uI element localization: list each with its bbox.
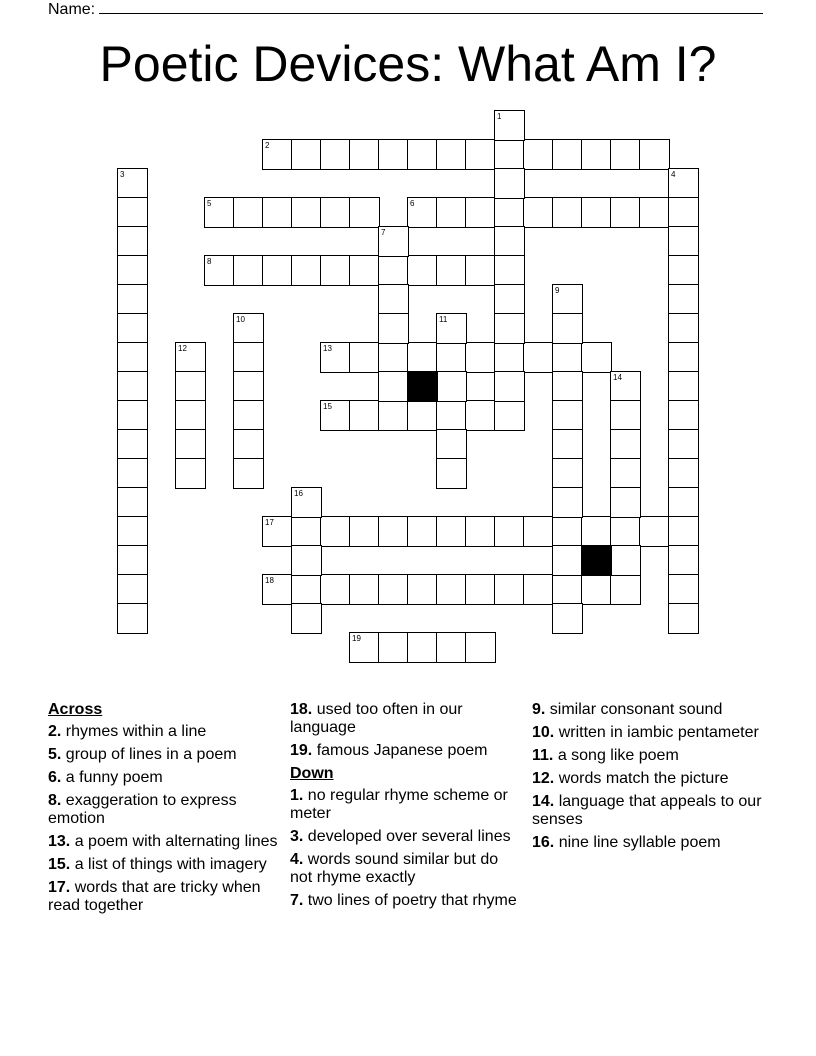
grid-cell[interactable] xyxy=(581,516,612,547)
grid-cell[interactable] xyxy=(610,574,641,605)
grid-cell[interactable] xyxy=(262,516,293,547)
grid-cell[interactable] xyxy=(117,255,148,286)
clue-number: 13 xyxy=(323,344,332,353)
clue-number: 2 xyxy=(265,141,270,150)
grid-cell[interactable] xyxy=(436,516,467,547)
grid-cell[interactable] xyxy=(523,139,554,170)
grid-cell[interactable] xyxy=(175,342,206,373)
grid-cell[interactable] xyxy=(378,255,409,286)
clue-across-5: 5. group of lines in a poem xyxy=(48,746,237,763)
grid-cell[interactable] xyxy=(465,574,496,605)
grid-cell[interactable] xyxy=(668,516,699,547)
grid-cell[interactable] xyxy=(465,516,496,547)
grid-cell[interactable] xyxy=(523,342,554,373)
grid-cell[interactable] xyxy=(262,139,293,170)
grid-cell[interactable] xyxy=(552,458,583,489)
grid-cell[interactable] xyxy=(349,574,380,605)
grid-cell[interactable] xyxy=(436,400,467,431)
grid-cell[interactable] xyxy=(610,371,641,402)
grid-cell[interactable] xyxy=(668,342,699,373)
grid-cell[interactable] xyxy=(552,516,583,547)
grid-cell[interactable] xyxy=(581,197,612,228)
grid-cell[interactable] xyxy=(175,371,206,402)
grid-cell[interactable] xyxy=(320,197,351,228)
grid-cell[interactable] xyxy=(610,545,641,576)
grid-cell[interactable] xyxy=(436,197,467,228)
clue-down-4: 4. words sound similar but do not rhyme exactly xyxy=(290,851,499,886)
grid-cell[interactable] xyxy=(668,226,699,257)
grid-cell[interactable] xyxy=(668,545,699,576)
down-heading: Down xyxy=(290,765,334,782)
grid-cell[interactable] xyxy=(494,371,525,402)
clue-number: 8 xyxy=(207,257,212,266)
grid-cell[interactable] xyxy=(610,197,641,228)
grid-cell[interactable] xyxy=(291,197,322,228)
grid-cell[interactable] xyxy=(494,226,525,257)
grid-cell[interactable] xyxy=(552,139,583,170)
grid-cell[interactable] xyxy=(378,226,409,257)
grid-cell[interactable] xyxy=(262,574,293,605)
grid-cell[interactable] xyxy=(349,197,380,228)
grid-cell[interactable] xyxy=(523,574,554,605)
grid-cell[interactable] xyxy=(407,516,438,547)
grid-cell[interactable] xyxy=(465,139,496,170)
grid-cell[interactable] xyxy=(523,516,554,547)
clue-down-3: 3. developed over several lines xyxy=(290,828,511,845)
grid-cell[interactable] xyxy=(117,516,148,547)
grid-cell[interactable] xyxy=(668,574,699,605)
grid-cell[interactable] xyxy=(291,255,322,286)
grid-cell[interactable] xyxy=(436,255,467,286)
black-square xyxy=(407,371,438,402)
clue-number: 7 xyxy=(381,228,386,237)
grid-cell[interactable] xyxy=(233,197,264,228)
grid-cell[interactable] xyxy=(378,574,409,605)
grid-cell[interactable] xyxy=(175,458,206,489)
grid-cell[interactable] xyxy=(175,429,206,460)
grid-cell[interactable] xyxy=(378,371,409,402)
name-label: Name: xyxy=(48,1,96,18)
grid-cell[interactable] xyxy=(465,400,496,431)
grid-cell[interactable] xyxy=(668,284,699,315)
grid-cell[interactable] xyxy=(233,429,264,460)
grid-cell[interactable] xyxy=(494,110,525,141)
page-title: Poetic Devices: What Am I? xyxy=(99,36,717,92)
grid-cell[interactable] xyxy=(552,400,583,431)
grid-cell[interactable] xyxy=(407,139,438,170)
grid-cell[interactable] xyxy=(233,313,264,344)
grid-cell[interactable] xyxy=(320,516,351,547)
grid-cell[interactable] xyxy=(407,400,438,431)
grid-cell[interactable] xyxy=(320,255,351,286)
grid-cell[interactable] xyxy=(378,516,409,547)
clue-across-15: 15. a list of things with imagery xyxy=(48,856,267,873)
clue-number: 16 xyxy=(294,489,303,498)
grid-cell[interactable] xyxy=(465,632,496,663)
clue-across-6: 6. a funny poem xyxy=(48,769,163,786)
grid-cell[interactable] xyxy=(320,400,351,431)
grid-cell[interactable] xyxy=(610,516,641,547)
grid-cell[interactable] xyxy=(465,255,496,286)
grid-cell[interactable] xyxy=(291,545,322,576)
grid-cell[interactable] xyxy=(204,255,235,286)
grid-cell[interactable] xyxy=(668,429,699,460)
clue-number: 18 xyxy=(265,576,274,585)
grid-cell[interactable] xyxy=(494,197,525,228)
grid-cell[interactable] xyxy=(349,255,380,286)
grid-cell[interactable] xyxy=(378,342,409,373)
grid-cell[interactable] xyxy=(610,487,641,518)
grid-cell[interactable] xyxy=(320,342,351,373)
grid-cell[interactable] xyxy=(552,313,583,344)
grid-cell[interactable] xyxy=(407,197,438,228)
grid-cell[interactable] xyxy=(233,371,264,402)
grid-cell[interactable] xyxy=(639,516,670,547)
grid-cell[interactable] xyxy=(117,197,148,228)
clue-number: 3 xyxy=(120,170,125,179)
grid-cell[interactable] xyxy=(494,342,525,373)
grid-cell[interactable] xyxy=(610,139,641,170)
clues-column-2 xyxy=(290,701,522,915)
clue-down-11: 11. a song like poem xyxy=(532,747,679,764)
grid-cell[interactable] xyxy=(320,574,351,605)
grid-cell[interactable] xyxy=(639,139,670,170)
clue-number: 17 xyxy=(265,518,274,527)
grid-cell[interactable] xyxy=(610,458,641,489)
grid-cell[interactable] xyxy=(378,139,409,170)
grid-cell[interactable] xyxy=(117,603,148,634)
grid-cell[interactable] xyxy=(117,429,148,460)
grid-cell[interactable] xyxy=(291,603,322,634)
grid-cell[interactable] xyxy=(378,632,409,663)
grid-cell[interactable] xyxy=(291,487,322,518)
grid-cell[interactable] xyxy=(494,255,525,286)
grid-cell[interactable] xyxy=(117,284,148,315)
grid-cell[interactable] xyxy=(668,197,699,228)
clue-number: 1 xyxy=(497,112,502,121)
grid-cell[interactable] xyxy=(349,139,380,170)
grid-cell[interactable] xyxy=(436,429,467,460)
grid-cell[interactable] xyxy=(523,197,554,228)
grid-cell[interactable] xyxy=(436,574,467,605)
clue-down-14: 14. language that appeals to our senses xyxy=(532,793,762,828)
black-square xyxy=(581,545,612,576)
grid-cell[interactable] xyxy=(349,516,380,547)
grid-cell[interactable] xyxy=(407,574,438,605)
grid-cell[interactable] xyxy=(233,400,264,431)
grid-cell[interactable] xyxy=(291,516,322,547)
grid-cell[interactable] xyxy=(436,313,467,344)
grid-cell[interactable] xyxy=(117,487,148,518)
grid-cell[interactable] xyxy=(117,400,148,431)
clues-column-1 xyxy=(48,701,280,920)
grid-cell[interactable] xyxy=(291,574,322,605)
clue-down-1: 1. no regular rhyme scheme or meter xyxy=(290,787,508,822)
across-heading: Across xyxy=(48,701,103,718)
clue-across-17: 17. words that are tricky when read together xyxy=(48,879,261,914)
grid-cell[interactable] xyxy=(668,313,699,344)
grid-cell[interactable] xyxy=(668,487,699,518)
grid-cell[interactable] xyxy=(117,545,148,576)
grid-cell[interactable] xyxy=(552,371,583,402)
grid-cell[interactable] xyxy=(117,313,148,344)
grid-cell[interactable] xyxy=(407,255,438,286)
grid-cell[interactable] xyxy=(465,342,496,373)
clue-down-10: 10. written in iambic pentameter xyxy=(532,724,759,741)
clue-down-9: 9. similar consonant sound xyxy=(532,701,723,718)
clue-number: 5 xyxy=(207,199,212,208)
grid-cell[interactable] xyxy=(668,603,699,634)
grid-cell[interactable] xyxy=(552,197,583,228)
grid-cell[interactable] xyxy=(610,400,641,431)
grid-cell[interactable] xyxy=(494,400,525,431)
grid-cell[interactable] xyxy=(494,284,525,315)
grid-cell[interactable] xyxy=(378,400,409,431)
grid-cell[interactable] xyxy=(117,226,148,257)
grid-cell[interactable] xyxy=(668,255,699,286)
grid-cell[interactable] xyxy=(233,458,264,489)
grid-cell[interactable] xyxy=(407,342,438,373)
grid-cell[interactable] xyxy=(639,197,670,228)
grid-cell[interactable] xyxy=(581,342,612,373)
grid-cell[interactable] xyxy=(117,342,148,373)
grid-cell[interactable] xyxy=(494,168,525,199)
grid-cell[interactable] xyxy=(117,574,148,605)
clue-number: 10 xyxy=(236,315,245,324)
grid-cell[interactable] xyxy=(552,603,583,634)
grid-cell[interactable] xyxy=(436,371,467,402)
grid-cell[interactable] xyxy=(494,139,525,170)
clue-across-18: 18. used too often in our language xyxy=(290,701,463,736)
grid-cell[interactable] xyxy=(262,197,293,228)
grid-cell[interactable] xyxy=(175,400,206,431)
grid-cell[interactable] xyxy=(436,458,467,489)
grid-cell[interactable] xyxy=(117,168,148,199)
clue-down-7: 7. two lines of poetry that rhyme xyxy=(290,892,517,909)
grid-cell[interactable] xyxy=(494,516,525,547)
grid-cell[interactable] xyxy=(668,400,699,431)
grid-cell[interactable] xyxy=(436,342,467,373)
grid-cell[interactable] xyxy=(349,342,380,373)
grid-cell[interactable] xyxy=(436,632,467,663)
grid-cell[interactable] xyxy=(233,342,264,373)
clue-number: 6 xyxy=(410,199,415,208)
grid-cell[interactable] xyxy=(436,139,467,170)
clue-down-16: 16. nine line syllable poem xyxy=(532,834,721,851)
grid-cell[interactable] xyxy=(349,632,380,663)
grid-cell[interactable] xyxy=(610,429,641,460)
clue-number: 19 xyxy=(352,634,361,643)
clue-number: 9 xyxy=(555,286,560,295)
grid-cell[interactable] xyxy=(552,342,583,373)
grid-cell[interactable] xyxy=(494,574,525,605)
grid-cell[interactable] xyxy=(262,255,293,286)
clue-down-12: 12. words match the picture xyxy=(532,770,729,787)
grid-cell[interactable] xyxy=(552,574,583,605)
grid-cell[interactable] xyxy=(552,429,583,460)
grid-cell[interactable] xyxy=(378,284,409,315)
grid-cell[interactable] xyxy=(117,458,148,489)
grid-cell[interactable] xyxy=(465,197,496,228)
clue-number: 11 xyxy=(439,315,448,324)
clue-number: 4 xyxy=(671,170,676,179)
grid-cell[interactable] xyxy=(291,139,322,170)
grid-cell[interactable] xyxy=(668,168,699,199)
clue-number: 15 xyxy=(323,402,332,411)
clue-across-8: 8. exaggeration to express emotion xyxy=(48,792,237,827)
grid-cell[interactable] xyxy=(320,139,351,170)
grid-cell[interactable] xyxy=(552,284,583,315)
grid-cell[interactable] xyxy=(581,574,612,605)
grid-cell[interactable] xyxy=(349,400,380,431)
grid-cell[interactable] xyxy=(668,458,699,489)
clue-number: 12 xyxy=(178,344,187,353)
grid-cell[interactable] xyxy=(552,545,583,576)
grid-cell[interactable] xyxy=(378,313,409,344)
grid-cell[interactable] xyxy=(552,487,583,518)
grid-cell[interactable] xyxy=(668,371,699,402)
grid-cell[interactable] xyxy=(494,313,525,344)
clue-across-13: 13. a poem with alternating lines xyxy=(48,833,278,850)
grid-cell[interactable] xyxy=(407,632,438,663)
clue-across-2: 2. rhymes within a line xyxy=(48,723,207,740)
grid-cell[interactable] xyxy=(233,255,264,286)
grid-cell[interactable] xyxy=(204,197,235,228)
grid-cell[interactable] xyxy=(117,371,148,402)
clues-column-3 xyxy=(532,701,772,857)
clue-number: 14 xyxy=(613,373,622,382)
grid-cell[interactable] xyxy=(581,139,612,170)
clue-across-19: 19. famous Japanese poem xyxy=(290,742,488,759)
